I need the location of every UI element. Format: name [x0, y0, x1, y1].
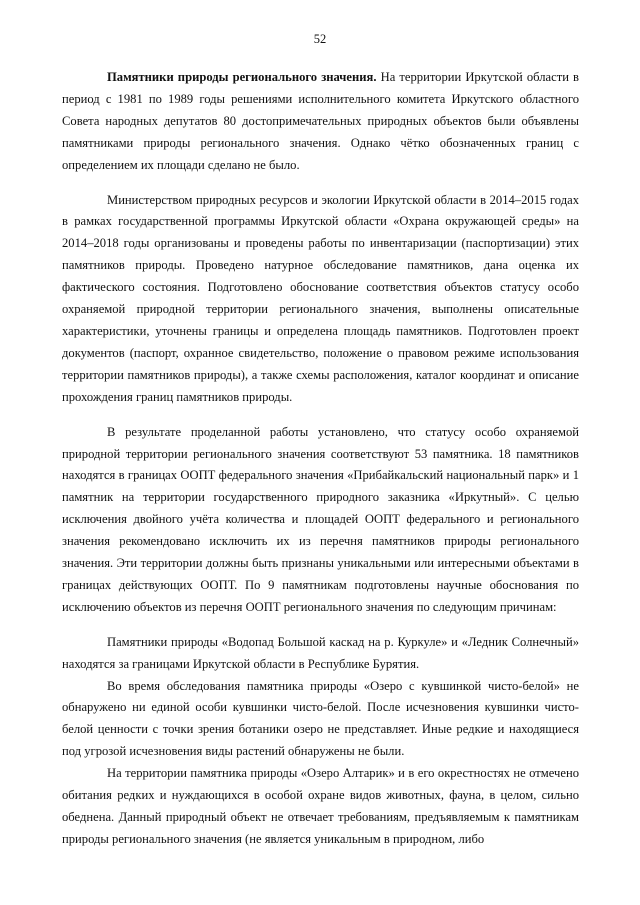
paragraph-text: На территории Иркутской области в период с 1981 по 1989 годы решениями исполнительного комитета Иркутского областного Совета народных депутатов 80 достопримечательных природных объектов были объявлены памятниками природы регионального значения. Однако чётко обозначенных границ с определением их площади сделано не было.: [62, 70, 579, 172]
paragraph-buryatia-monuments: Памятники природы «Водопад Большой каскад на р. Куркуле» и «Ледник Солнечный» находятся за границами Иркутской области в Республике Бурятия.: [62, 634, 579, 671]
paragraph-inventory-work: Министерством природных ресурсов и экологии Иркутской области в 2014–2015 годах в рамках государственной программы Иркутской области «Охрана окружающей среды» на 2014–2018 годы организованы и проведены работы по инвентаризации (паспортизации) этих памятников природы. Проведено натурное обследование памятников, дана оценка их фактического состояния. Подготовлено обоснование соответствия объектов статусу особо охраняемой природной территории регионального значения, выполнены описательные характеристики, уточнены границы и определена площадь памятников. Подготовлен проект документов (паспорт, охранное свидетельство, положение о правовом режиме использования территории памятников природы), а также схемы расположения, каталог координат и описание прохождения границ памятников природы.: [62, 192, 579, 404]
document-body: [62, 67, 579, 851]
page-number: 52: [313, 32, 327, 46]
paragraph-lead-heading: Памятники природы регионального значения.: [107, 70, 377, 84]
paragraph-regional-monuments: [62, 67, 579, 177]
paragraph-results: В результате проделанной работы установлено, что статусу особо охраняемой природной территории регионального значения соответствуют 53 памятника. 18 памятников находятся в границах ООПТ федерального значения «Прибайкальский национальный парк» и 1 памятник на территории государственного природного заказника «Иркутный». С целью исключения двойного учёта количества и площадей ООПТ федерального и регионального значения рекомендовано исключить их из перечня памятников природы регионального значения. Эти территории должны быть признаны уникальными или интересными объектами в границах действующих ООПТ. По 9 памятникам подготовлены научные обоснования по исключению объектов из перечня ООПТ регионального значения по следующим причинам:: [62, 424, 579, 614]
paragraph-altarik-lake: На территории памятника природы «Озеро Алтарик» и в его окрестностях не отмечено обитания редких и нуждающихся в особой охране видов животных, фауна, в целом, сильно обеднена. Данный природный объект не отвечает требованиям, предъявляемым к памятникам природы регионального значения (не является уникальным в природном, либо: [62, 766, 579, 846]
paragraph-water-lily-lake: Во время обследования памятника природы «Озеро с кувшинкой чисто-белой» не обнаружено ни единой особи кувшинки чисто-белой. После исчезновения кувшинки чисто-белой ценности с точки зрения ботаники озеро не представляет. Иные редкие и находящиеся под угрозой исчезновения виды растений обнаружены не были.: [62, 678, 579, 759]
